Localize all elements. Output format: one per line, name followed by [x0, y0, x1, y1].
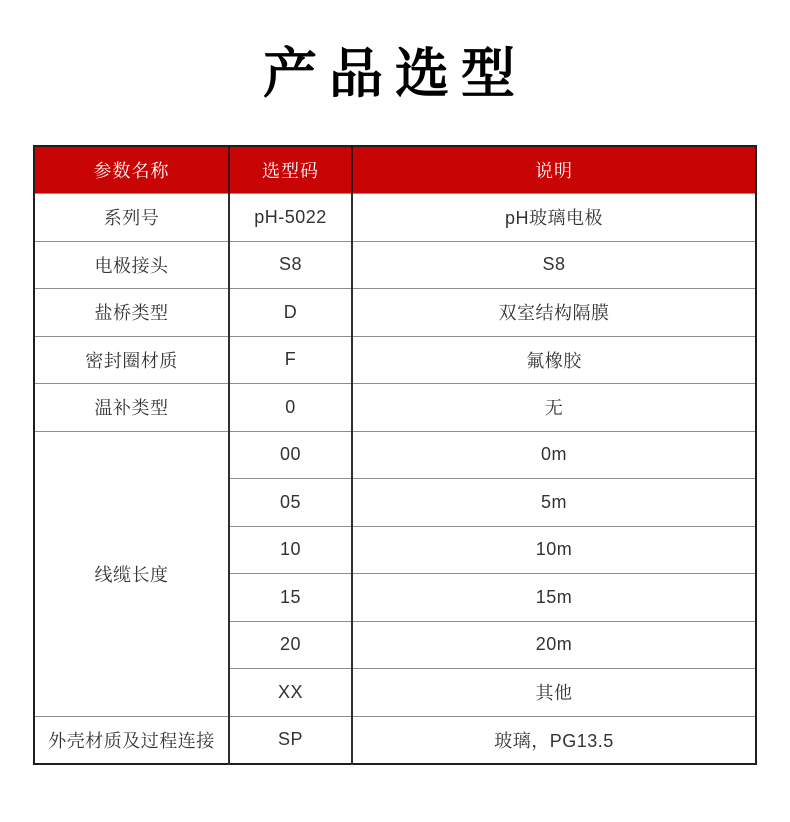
- header-selection-code: 选型码: [229, 146, 352, 194]
- param-cell: 外壳材质及过程连接: [34, 716, 229, 764]
- desc-cell: pH玻璃电极: [352, 194, 756, 242]
- code-cell: S8: [229, 241, 352, 289]
- code-cell: 20: [229, 621, 352, 669]
- table-row: [34, 194, 756, 242]
- code-cell: SP: [229, 716, 352, 764]
- table-header-row: [34, 146, 756, 194]
- code-cell: pH-5022: [229, 194, 352, 242]
- desc-cell: 氟橡胶: [352, 336, 756, 384]
- param-cell-merged-cable-length: 线缆长度: [34, 431, 229, 716]
- table-row: [34, 431, 756, 479]
- param-cell: 系列号: [34, 194, 229, 242]
- desc-cell: S8: [352, 241, 756, 289]
- desc-cell: 其他: [352, 669, 756, 717]
- desc-cell: 玻璃，PG13.5: [352, 716, 756, 764]
- header-description: 说明: [352, 146, 756, 194]
- param-cell: 电极接头: [34, 241, 229, 289]
- code-cell: D: [229, 289, 352, 337]
- param-cell: 盐桥类型: [34, 289, 229, 337]
- code-cell: 15: [229, 574, 352, 622]
- param-cell: 温补类型: [34, 384, 229, 432]
- table-row: [34, 384, 756, 432]
- desc-cell: 5m: [352, 479, 756, 527]
- table-row: [34, 336, 756, 384]
- table-row: [34, 289, 756, 337]
- param-cell: 密封圈材质: [34, 336, 229, 384]
- desc-cell: 20m: [352, 621, 756, 669]
- product-selection-table: [33, 145, 757, 765]
- code-cell: 0: [229, 384, 352, 432]
- desc-cell: 15m: [352, 574, 756, 622]
- code-cell: 00: [229, 431, 352, 479]
- header-param-name: 参数名称: [34, 146, 229, 194]
- code-cell: 10: [229, 526, 352, 574]
- desc-cell: 无: [352, 384, 756, 432]
- table-row: [34, 241, 756, 289]
- desc-cell: 双室结构隔膜: [352, 289, 756, 337]
- table-row: [34, 716, 756, 764]
- desc-cell: 10m: [352, 526, 756, 574]
- code-cell: XX: [229, 669, 352, 717]
- desc-cell: 0m: [352, 431, 756, 479]
- page-title: 产品选型: [263, 44, 527, 104]
- code-cell: 05: [229, 479, 352, 527]
- code-cell: F: [229, 336, 352, 384]
